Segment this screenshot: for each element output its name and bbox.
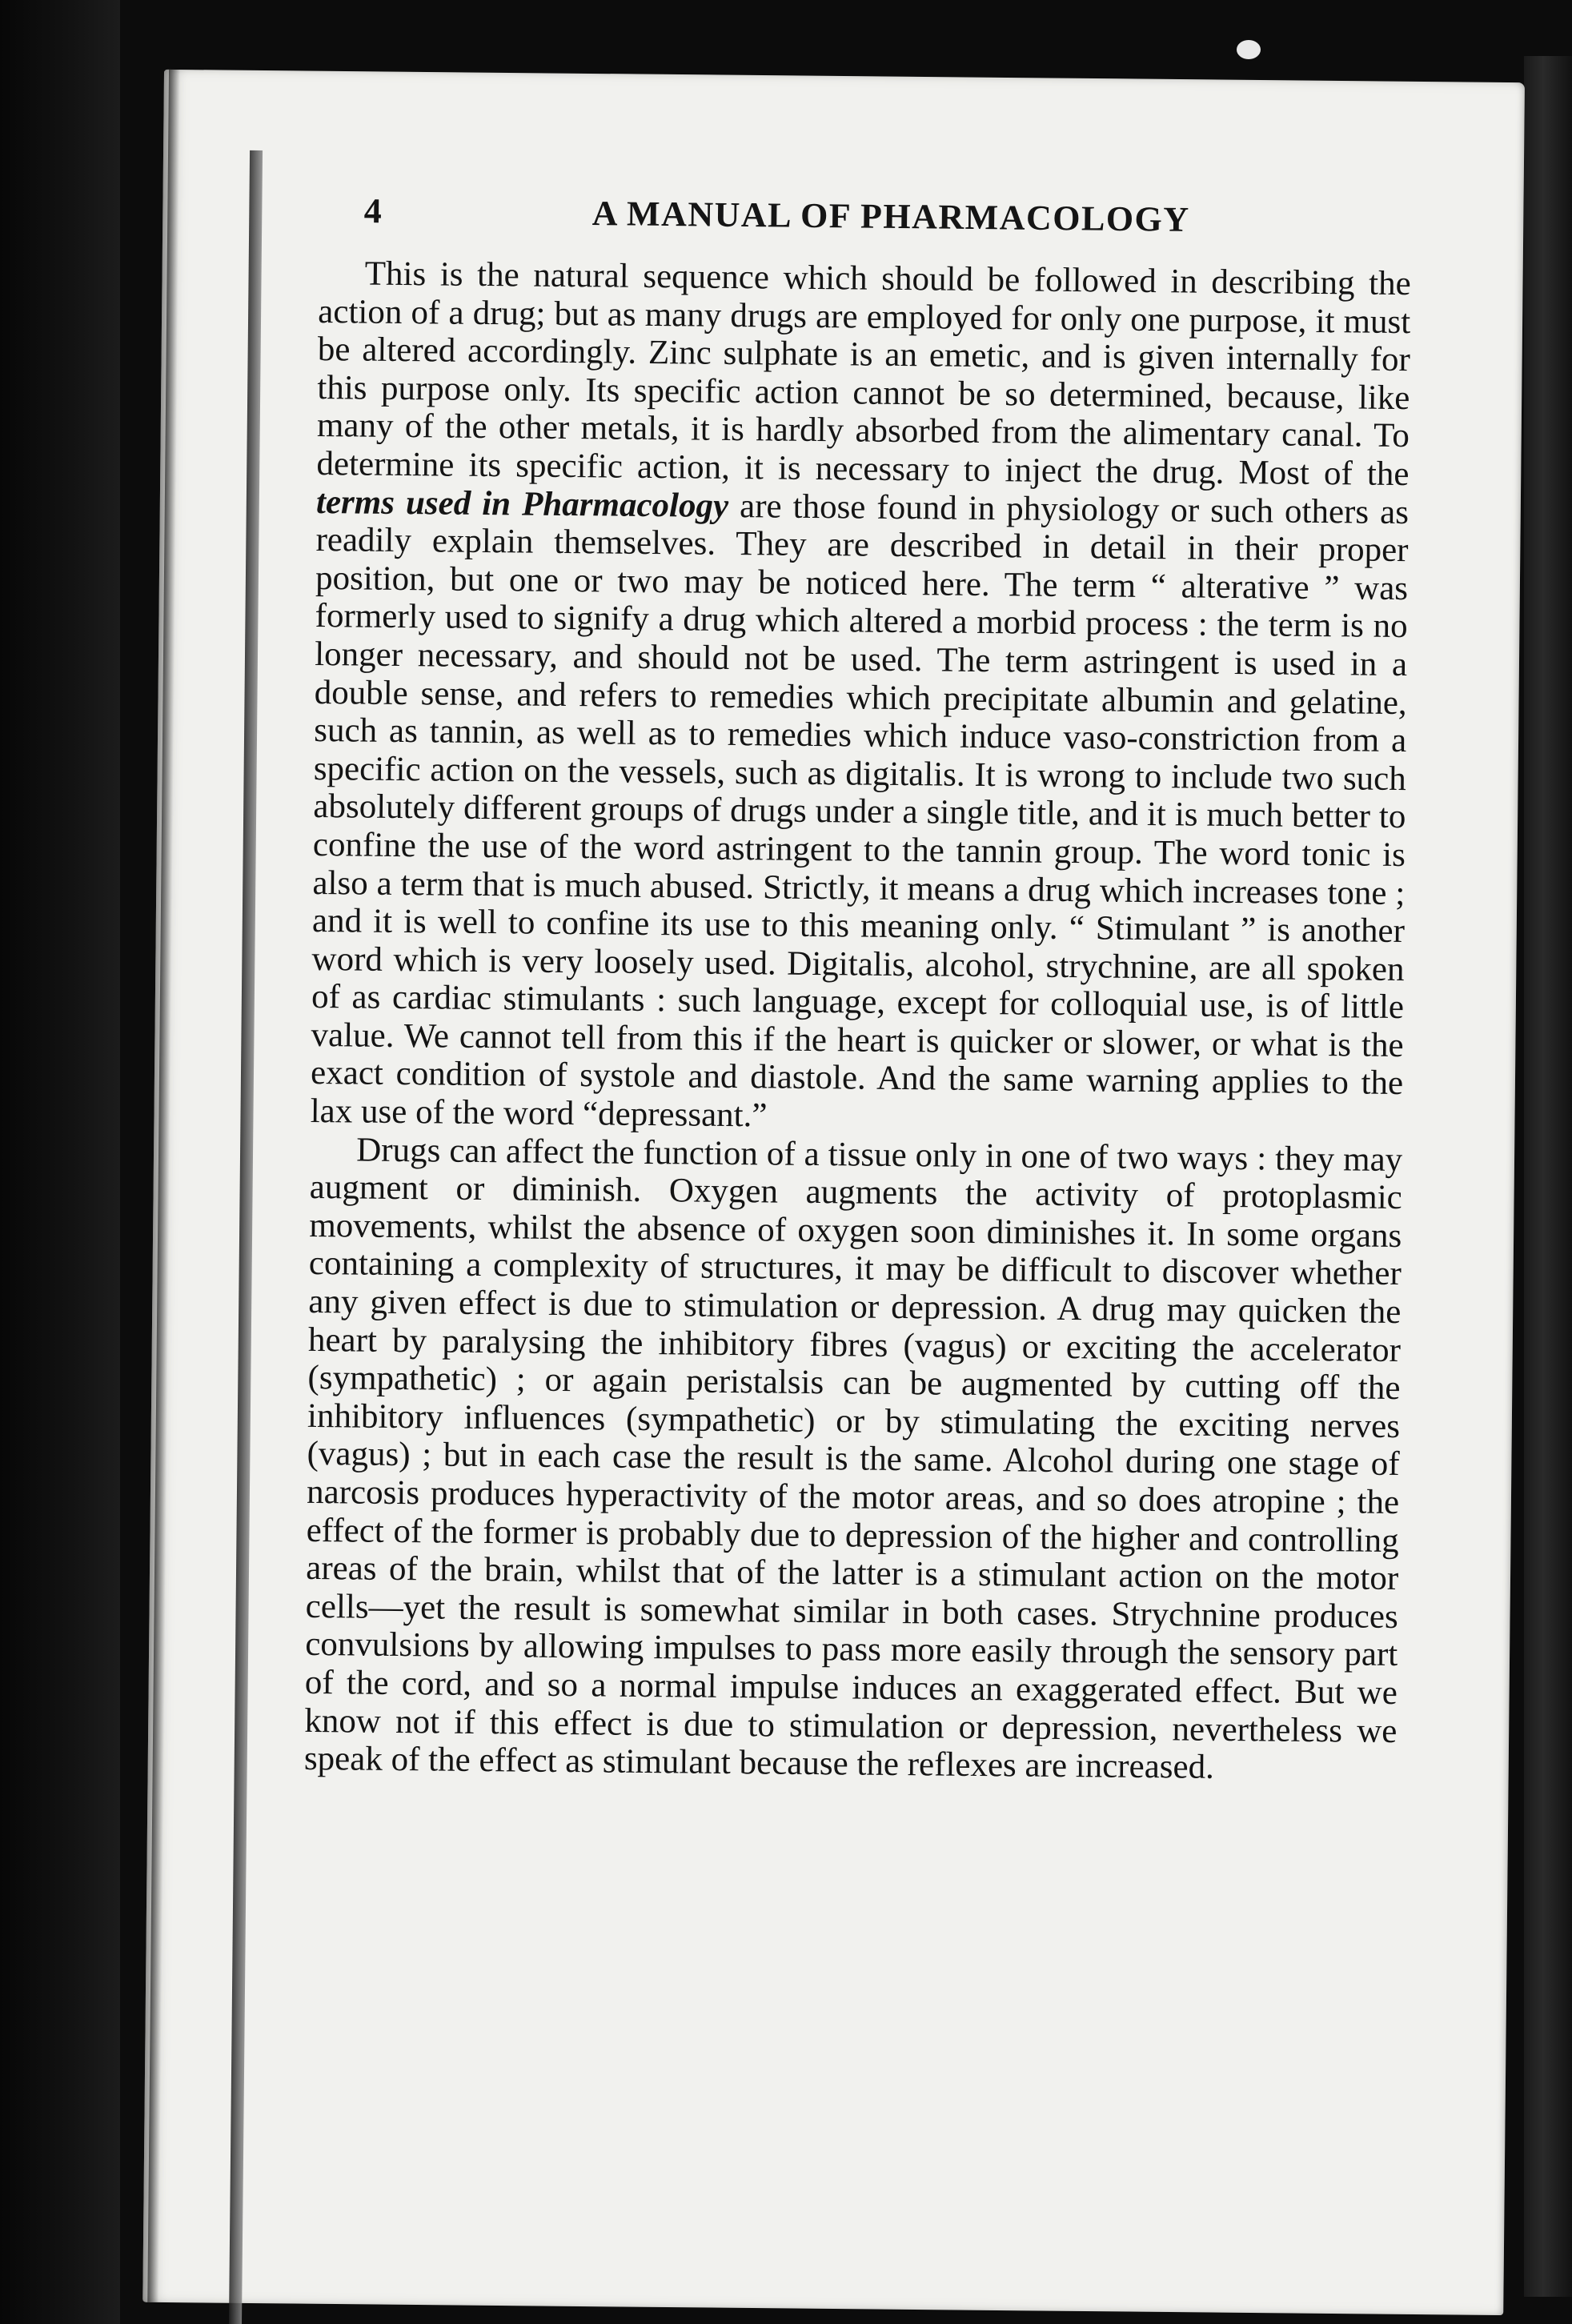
- paragraph-1-text-start: This is the natural sequence which should be followed in describing the action of a drug; but as many drugs are employed for only one purpose, it must be altered accordingly. Zinc sulphate is an emetic, and is given internally for this purpose only. Its specific action cannot be so determined, because, like many of the other metals, it is hardly absorbed from the alimentary canal. To determine its specific action, it is necessary to inject the drug. Most of the: [316, 254, 1411, 494]
- book-binding: [0, 0, 120, 2324]
- body-text: [304, 254, 1411, 1789]
- paragraph-1-text-end: are those found in physiology or such others as readily explain themselves. They are described in detail in their proper position, but one or two may be noticed here. The term “ alterative ” was formerly used to signify a drug which altered a morbid process : the term is no longer necessary, and should not be used. The term astringent is used in a double sense, and refers to remedies which precipitate albumin and gelatine, such as tannin, as well as to remedies which induce vaso-constriction from a specific action on the vessels, such as digitalis. It is wrong to include two such absolutely different groups of drugs under a single title, and it is much better to confine the use of the word astringent to the tannin group. The word tonic is also a term that is much abused. Strictly, it means a drug which increases tone ; and it is well to confine its use to this meaning only. “ Stimulant ” is another word which is very loosely used. Digitalis, alcohol, strychnine, are all spoken of as cardiac stimulants : such language, except for colloquial use, is of little value. We cannot tell from this if the heart is quicker or slower, or what is the exact condition of systole and diastole. And the same warning applies to the lax use of the word “depressant.”: [310, 487, 1410, 1135]
- dust-speck: [1237, 40, 1261, 59]
- page-edges: [1524, 56, 1572, 2297]
- page-number: 4: [363, 190, 382, 231]
- paragraph-1-emphasis: terms used in Pharmacology: [315, 483, 729, 525]
- running-head-title: A MANUAL OF PHARMACOLOGY: [592, 193, 1190, 239]
- page-gutter-shadow: [229, 150, 263, 2324]
- paragraph-2: Drugs can affect the function of a tissue only in one of two ways : they may augment or diminish. Oxygen augments the activity of protoplasmic movements, whilst the absence of oxygen soon diminishes it. In some organs containing a complexity of structures, it may be difficult to discover whether any given effect is due to stimulation or depression. A drug may quicken the heart by paralysing the inhibitory fibres (vagus) or exciting the accelerator (sympathetic) ; or again peristalsis can be augmented by cutting off the inhibitory influences (sympathetic) or by stimulating the exciting nerves (vagus) ; but in each case the result is the same. Alcohol during one stage of narcosis produces hyperactivity of the motor areas, and so does atropine ; the effect of the former is probably due to depression of the higher and controlling areas of the brain, whilst that of the latter is a stimulant action on the motor cells—yet the result is somewhat similar in both cases. Strychnine produces convulsions by allowing impulses to pass more easily through the sensory part of the cord, and so a normal impulse induces an exaggerated effect. But we know not if this effect is due to stimulation or depression, nevertheless we speak of the effect as stimulant because the reflexes are increased.: [303, 1131, 1403, 1786]
- paragraph-1: [310, 254, 1410, 1141]
